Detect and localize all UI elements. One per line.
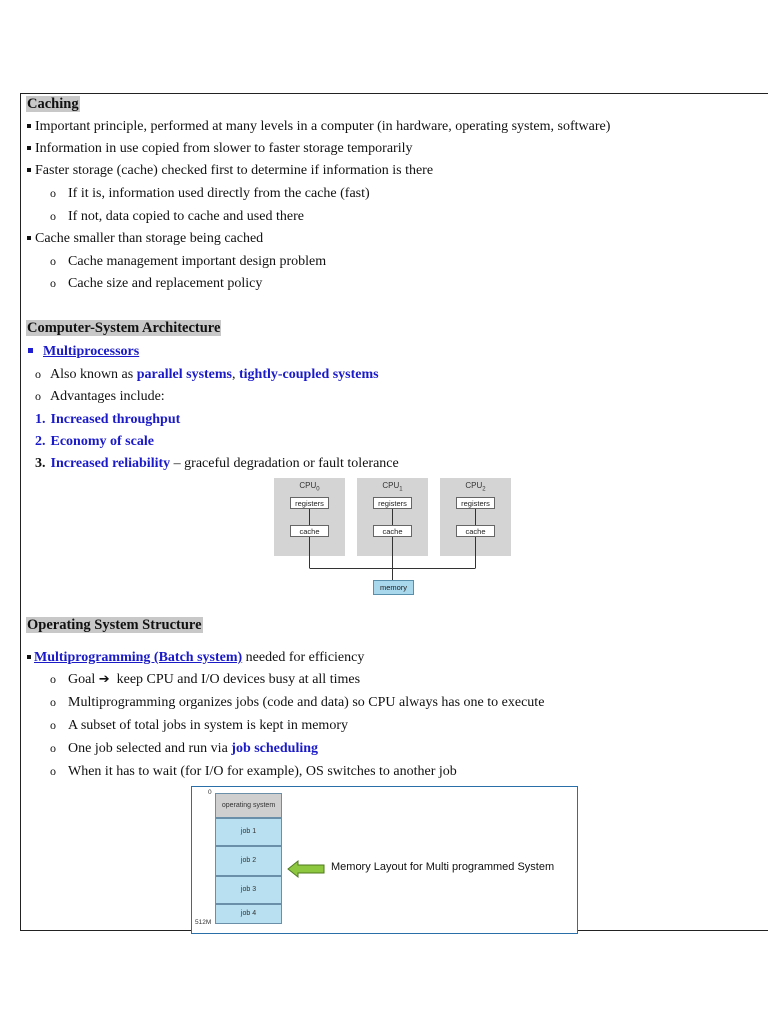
os-sub-1: o Multiprogramming organizes jobs (code and data) so CPU always has one to execute <box>50 695 545 710</box>
advantage-1: 1. Increased throughput <box>35 412 181 427</box>
job-1-region: job 1 <box>215 818 282 846</box>
caching-sub-3: o Cache management important design problem <box>50 254 327 269</box>
multiprocessors-item <box>28 343 139 361</box>
job-4-region: job 4 <box>215 904 282 924</box>
circle-bullet-icon: o <box>50 186 56 200</box>
cpu-1-box <box>357 478 428 556</box>
bullet-icon <box>27 168 31 172</box>
os-heading: Operating System Structure <box>27 617 202 633</box>
cache-box: cache <box>373 525 412 537</box>
bullet-icon <box>27 655 31 659</box>
right-arrow-icon: ➔ <box>98 672 110 687</box>
caching-bullet-3: Faster storage (cache) checked first to determine if information is there <box>27 162 433 180</box>
cpu-1-label: $CPU_1$ <box>382 481 403 493</box>
multiprocessors-link[interactable]: Multiprocessors <box>43 344 140 359</box>
os-sub-4: o When it has to wait (for I/O for example), OS switches to another job <box>50 764 457 779</box>
os-sub-2: o A subset of total jobs in system is kept in memory <box>50 718 348 733</box>
memory-layout-caption: Memory Layout for Multi programmed System <box>331 861 555 873</box>
circle-bullet-icon: o <box>35 389 41 403</box>
multiprogramming-link[interactable]: Multiprogramming (Batch system) <box>34 650 243 665</box>
caching-bullet-2: Information in use copied from slower to faster storage temporarily <box>27 140 413 158</box>
circle-bullet-icon: o <box>50 718 56 732</box>
caching-sub-4: o Cache size and replacement policy <box>50 276 263 291</box>
registers-box: registers <box>373 497 412 509</box>
job-2-region: job 2 <box>215 846 282 876</box>
bullet-icon <box>28 348 33 353</box>
os-sub-3: o One job selected and run via job scheduling <box>50 741 319 756</box>
advantage-2: 2. Economy of scale <box>35 434 154 449</box>
cpu-0-box <box>274 478 345 556</box>
bullet-icon <box>27 124 31 128</box>
registers-box: registers <box>456 497 495 509</box>
arch-heading: Computer-System Architecture <box>27 320 221 336</box>
circle-bullet-icon: o <box>50 276 56 290</box>
bullet-icon <box>27 146 31 150</box>
cpu-0-label: $CPU_0$ <box>299 481 320 493</box>
caching-heading: Caching <box>27 96 79 112</box>
address-start-label: 0 <box>208 789 212 796</box>
address-end-label: 512M <box>195 919 212 926</box>
goal-line: o Goal ➔ keep CPU and I/O devices busy at all times <box>50 672 361 687</box>
memory-box: memory <box>373 580 414 595</box>
caching-bullet-1: Important principle, performed at many levels in a computer (in hardware, operating system, software) <box>27 118 610 136</box>
multiprogramming-item: Multiprogramming (Batch system) needed for efficiency <box>27 649 364 667</box>
registers-box: registers <box>290 497 329 509</box>
circle-bullet-icon: o <box>35 367 41 381</box>
caching-sub-2: o If not, data copied to cache and used there <box>50 209 304 224</box>
os-region: operating system <box>215 793 282 818</box>
advantages-line: o Advantages include: <box>35 389 165 404</box>
aka-line: o Also known as parallel systems, tightly-coupled systems <box>35 367 379 382</box>
cache-box: cache <box>456 525 495 537</box>
cpu-2-label: $CPU_2$ <box>465 481 486 493</box>
cache-box: cache <box>290 525 329 537</box>
circle-bullet-icon: o <box>50 254 56 268</box>
cpu-2-box <box>440 478 511 556</box>
circle-bullet-icon: o <box>50 764 56 778</box>
job-3-region: job 3 <box>215 876 282 904</box>
caching-sub-1: o If it is, information used directly from the cache (fast) <box>50 186 370 201</box>
bullet-icon <box>27 236 31 240</box>
circle-bullet-icon: o <box>50 209 56 223</box>
advantage-3: 3. Increased reliability – graceful degradation or fault tolerance <box>35 456 399 471</box>
caching-bullet-4: Cache smaller than storage being cached <box>27 230 263 248</box>
circle-bullet-icon: o <box>50 741 56 755</box>
circle-bullet-icon: o <box>50 672 56 686</box>
circle-bullet-icon: o <box>50 695 56 709</box>
